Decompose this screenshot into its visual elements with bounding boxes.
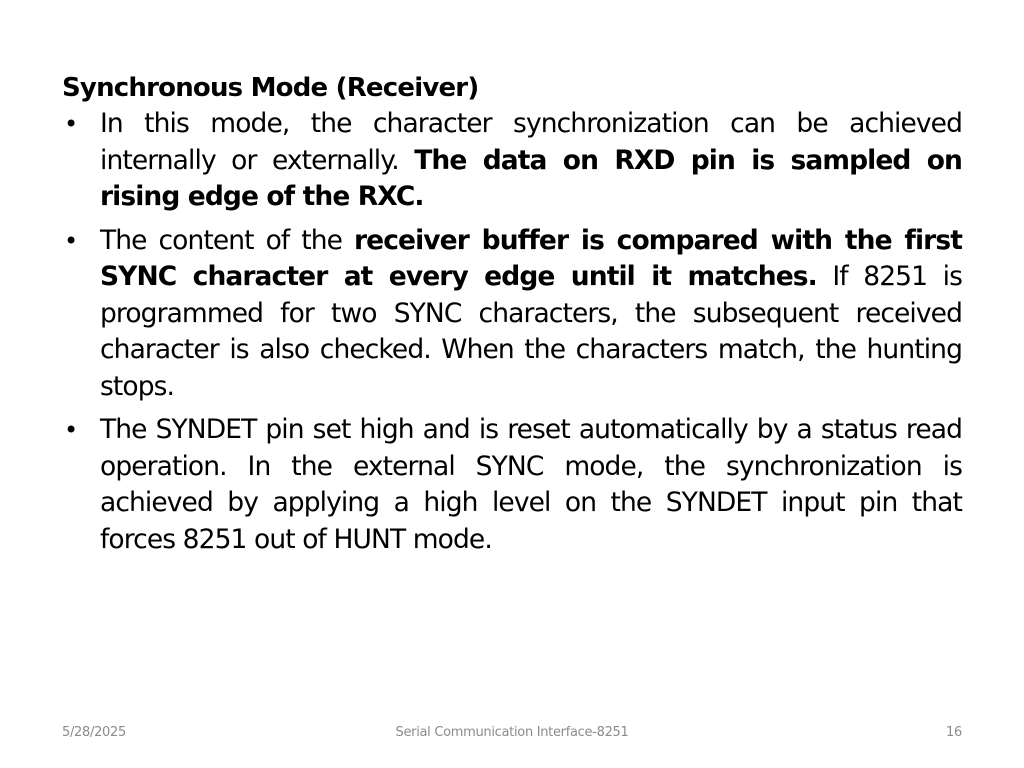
footer-title: Serial Communication Interface-8251: [395, 725, 629, 740]
bullet-dot-icon: •: [64, 416, 78, 444]
bullet-text: The content of the: [100, 224, 354, 256]
bullet-dot-icon: •: [64, 110, 78, 138]
bullet-item: [62, 412, 962, 558]
bullet-text: If 8251 is programmed for two SYNC characters, the subsequent received character is also checked. When the characters match, the hunting stops.: [100, 261, 962, 402]
bullet-list: [62, 106, 962, 558]
slide-heading: Synchronous Mode (Receiver): [62, 73, 479, 103]
bullet-item: [62, 106, 962, 216]
bullet-dot-icon: •: [64, 226, 78, 255]
footer-date: 5/28/2025: [62, 725, 126, 740]
footer-page-number: 16: [946, 725, 962, 740]
bullet-text: The SYNDET pin set high and is reset automatically by a status read operation. In the external SYNC mode, the synchronization is achieved by applying a high level on the SYNDET input pin that forces 8251 out of HUNT mode.: [100, 414, 962, 555]
bullet-text-bold: receiver buffer is compared with the first SYNC character at every edge until it matches.: [100, 224, 962, 292]
bullet-text: In this mode, the character synchronization can be achieved internally or externally.: [100, 108, 962, 176]
bullet-item: [62, 223, 962, 406]
bullet-text-bold: The data on RXD pin is sampled on rising edge of the RXC.: [100, 144, 963, 212]
slide-content: [62, 70, 962, 558]
